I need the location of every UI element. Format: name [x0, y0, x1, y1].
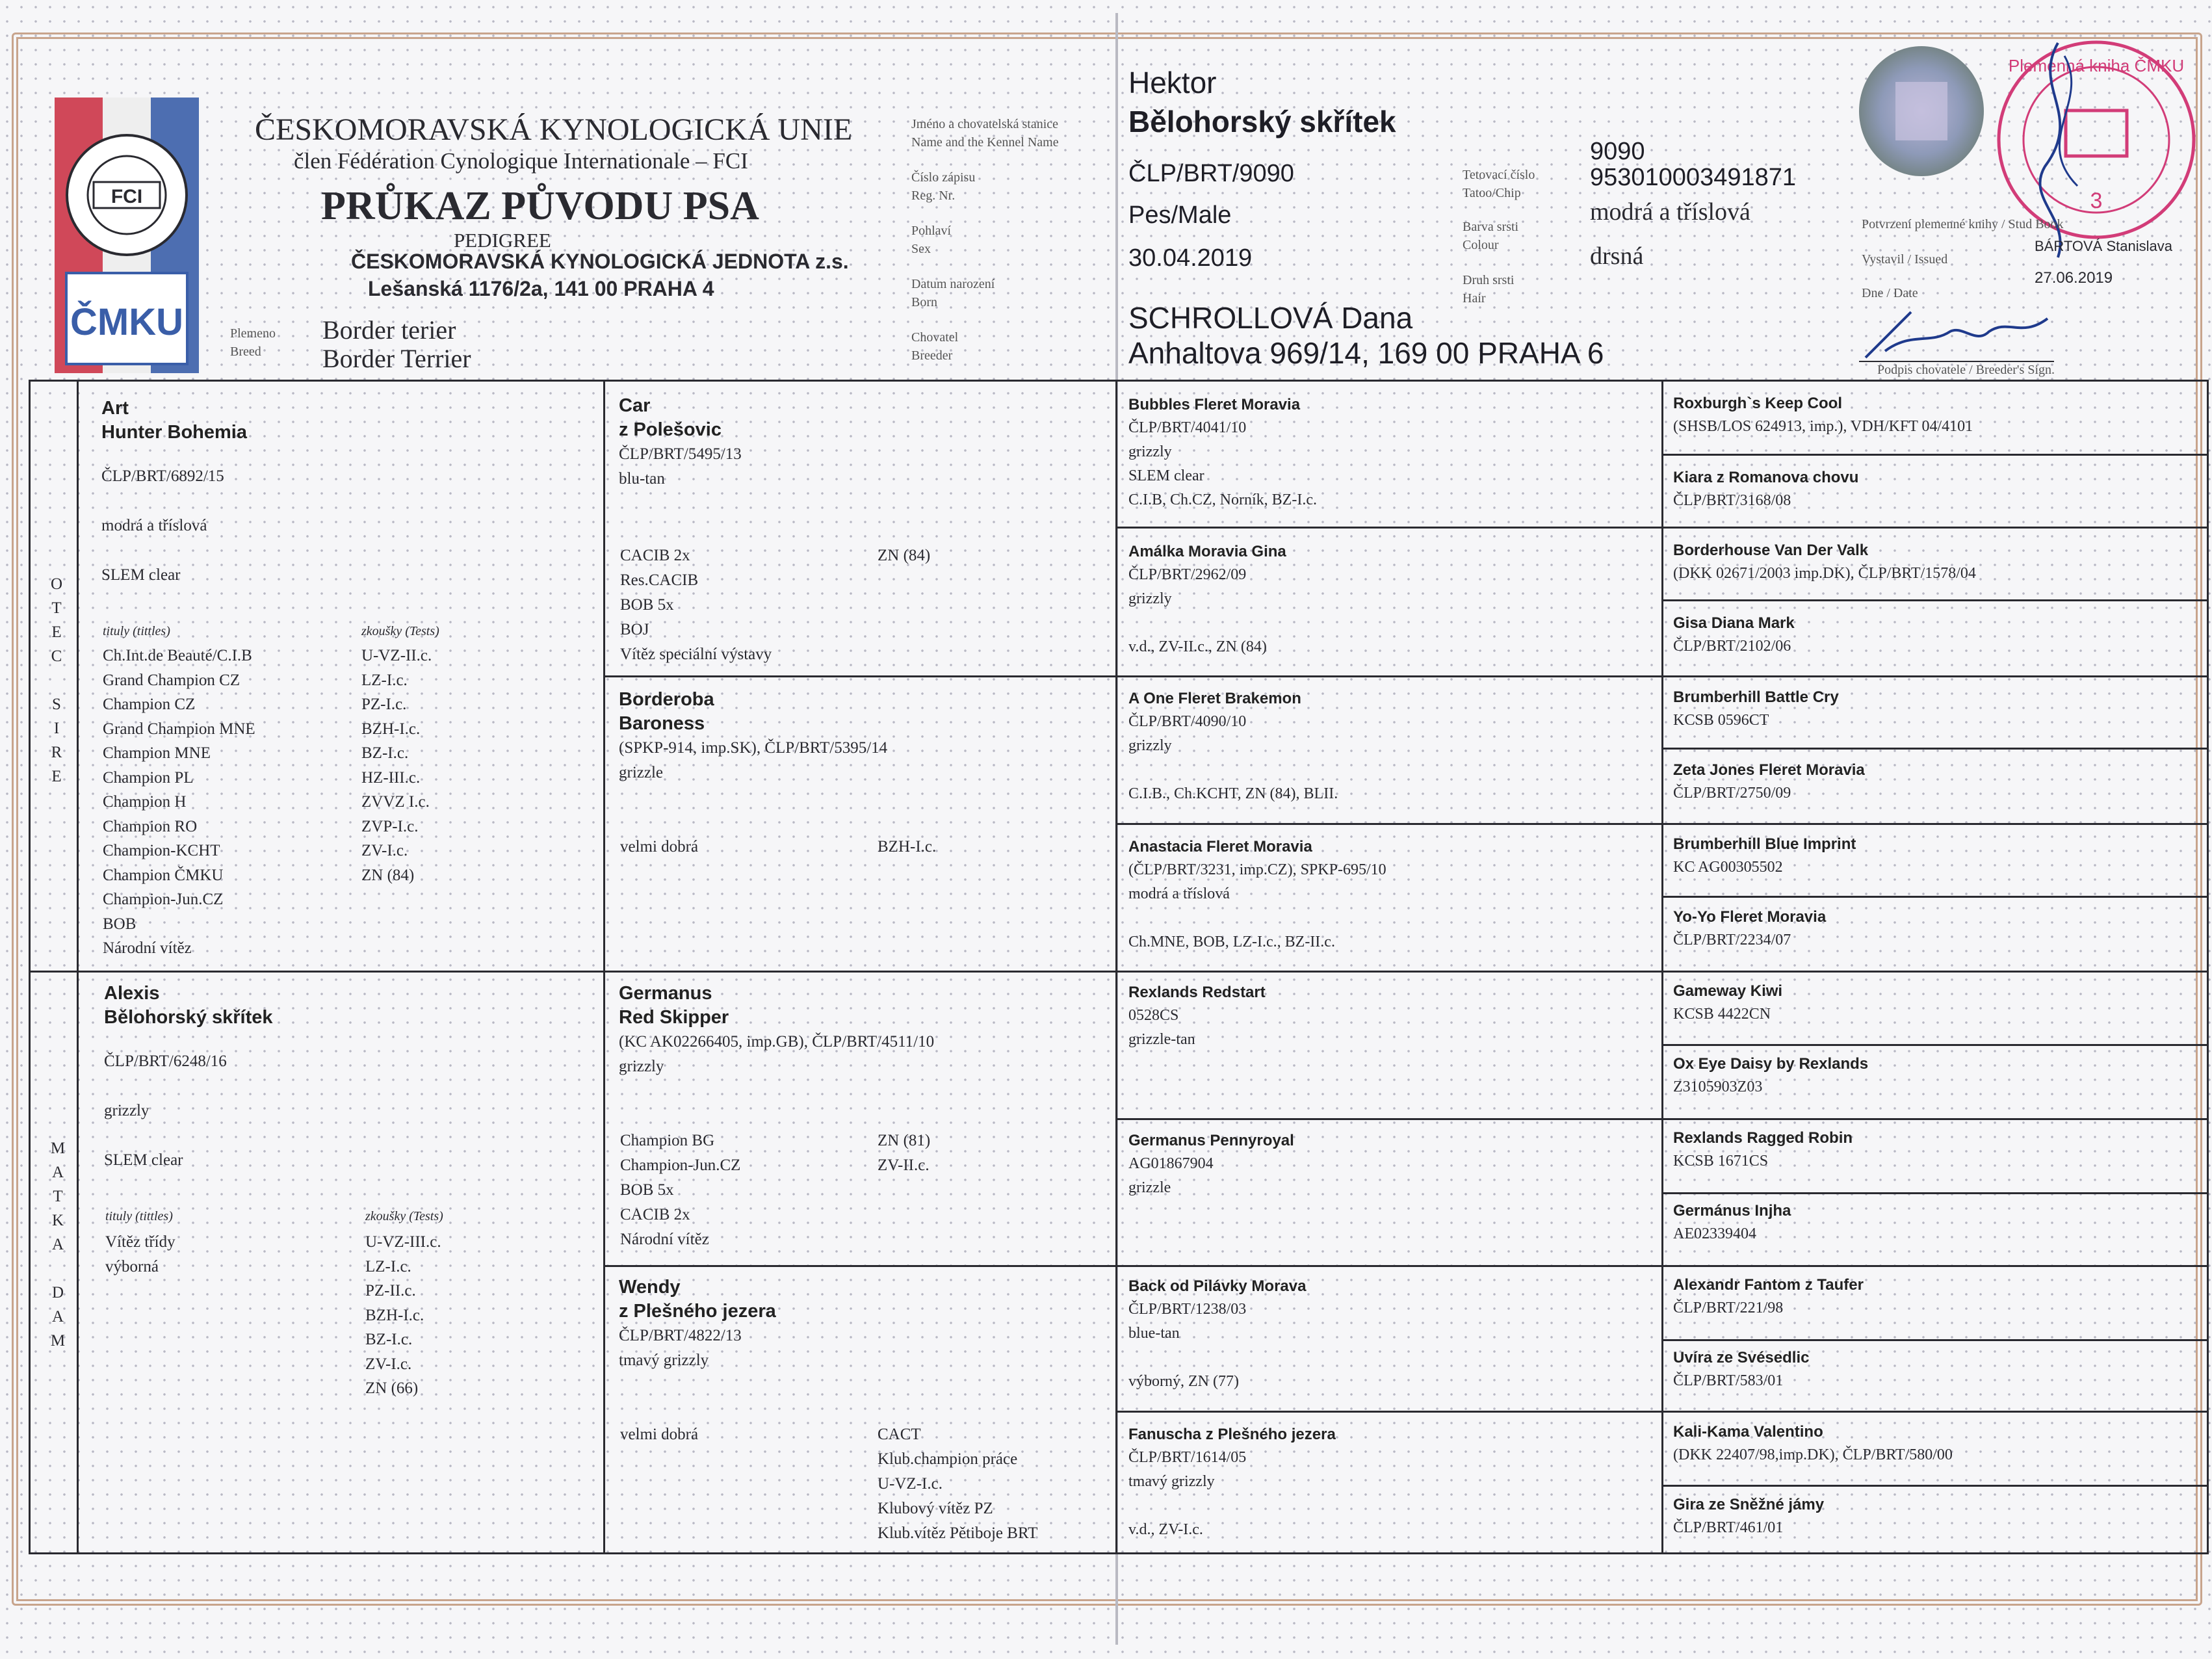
gen2-right-list: [878, 1129, 930, 1178]
hologram-sticker: [1856, 43, 1986, 179]
sire-tests-label: zkoušky (Tests): [361, 624, 439, 638]
gen3-ancestor: [1128, 688, 1338, 806]
side-letter: A: [51, 1164, 64, 1181]
gen3-ancestor: [1128, 1275, 1306, 1394]
ancestor-name: Rexlands Ragged Robin: [1673, 1129, 1853, 1147]
dam-title-item: Vítěz třídy: [105, 1233, 176, 1251]
dog-tattoo: 9090: [1590, 138, 1645, 165]
hair-label: Druh srsti: [1463, 273, 1515, 287]
side-letter: M: [50, 1332, 66, 1350]
gen4-ancestor: [1673, 686, 1839, 733]
ancestor-reg: (SHSB/LOS 624913, imp.), VDH/KFT 04/4101: [1673, 418, 1973, 435]
stamp-number: 3: [2090, 189, 2103, 213]
sire-block: [101, 397, 247, 588]
reg-label-en: Reg. Nr.: [911, 189, 956, 203]
ancestor-detail: blu-tan: [619, 470, 665, 488]
ancestor-name: Gisa Diana Mark: [1673, 614, 1795, 632]
ancestor-detail: [1128, 906, 1386, 930]
gen2-right-list: [878, 543, 930, 568]
gen4-divider-8: [1661, 1485, 2209, 1487]
achievement-item: Res.CACIB: [620, 571, 699, 589]
breeder-name: SCHROLLOVÁ Dana: [1128, 301, 1413, 335]
ancestor-detail: SLEM clear: [1128, 467, 1204, 484]
ancestor-name: Yo-Yo Fleret Moravia: [1673, 908, 1827, 926]
ancestor-reg: (DKK 02671/2003 imp.DK), ČLP/BRT/1578/04: [1673, 565, 1976, 582]
ancestor-name: Borderoba: [619, 689, 714, 710]
ancestor-detail: AG01867904: [1128, 1155, 1214, 1172]
ancestor-reg: ČLP/BRT/2234/07: [1673, 932, 1791, 948]
gen3-divider-4: [1115, 1411, 2209, 1413]
stamp-text: Plemenná kniha ČMKU: [2008, 56, 2185, 75]
side-letter: T: [53, 1188, 63, 1205]
ancestor-detail: grizzly: [619, 1058, 664, 1075]
sire-title-item: Champion MNE: [103, 744, 211, 762]
gen3-divider-1: [1115, 527, 2209, 529]
ancestor-detail: ČLP/BRT/5495/13: [619, 445, 742, 463]
dam-name: Alexis: [104, 983, 160, 1004]
breeder-label: Chovatel: [911, 330, 959, 345]
sex-label: Pohlaví: [911, 224, 952, 238]
gen4-ancestor: [1673, 1494, 1824, 1540]
reg-label: Číslo zápisu: [911, 170, 976, 185]
side-letter: E: [51, 623, 62, 641]
ancestor-detail: blue-tan: [1128, 1325, 1180, 1342]
ancestor-reg: ČLP/BRT/461/01: [1673, 1519, 1784, 1536]
ancestor-reg: ČLP/BRT/3168/08: [1673, 492, 1791, 509]
logo-cmku-text: ČMKU: [70, 301, 183, 343]
side-col-divider: [77, 380, 79, 1554]
gen3-divider-3: [1115, 1118, 2209, 1120]
tattoo-label-en: Tatoo/Chip: [1463, 186, 1521, 200]
ancestor-reg: KC AG00305502: [1673, 859, 1783, 876]
side-letter: E: [51, 768, 62, 785]
ancestor-detail: ČLP/BRT/1614/05: [1128, 1449, 1247, 1466]
breed-label-cz: Plemeno: [230, 326, 276, 341]
ancestor-detail: (SPKP-914, imp.SK), ČLP/BRT/5395/14: [619, 739, 888, 757]
breeder-address: Anhaltova 969/14, 169 00 PRAHA 6: [1128, 336, 1604, 370]
dog-hair: drsná: [1590, 242, 1644, 270]
ancestor-name: Car: [619, 395, 651, 416]
ancestor-name: A One Fleret Brakemon: [1128, 690, 1301, 707]
dog-kennel: Bělohorský skřítek: [1128, 105, 1396, 138]
ancestor-reg: Z3105903Z03: [1673, 1078, 1763, 1095]
breeder-label-en: Breeder: [911, 348, 953, 363]
side-letter: C: [51, 647, 62, 665]
gen4-divider-1: [1661, 454, 2209, 456]
hair-label-en: Hair: [1463, 291, 1486, 306]
exam-item: ZN (81): [878, 1132, 931, 1149]
dog-born: 30.04.2019: [1128, 244, 1253, 272]
dam-test-item: BZH-I.c.: [365, 1306, 424, 1324]
ancestor-detail: v.d., ZV-I.c.: [1128, 1521, 1203, 1538]
sire-test-item: LZ-I.c.: [361, 671, 408, 689]
achievement-item: Národní vítěz: [620, 1231, 709, 1248]
ancestor-name: Germanus: [619, 983, 712, 1004]
gen2-ancestor: [619, 1275, 776, 1373]
achievement-item: Champion-Jun.CZ: [620, 1156, 741, 1174]
sire-test-item: BZH-I.c.: [361, 720, 421, 738]
sire-titles-label: tituly (tittles): [103, 624, 170, 638]
dam-kennel: Bělohorský skřítek: [104, 1007, 273, 1028]
gen4-divider-4: [1661, 896, 2209, 898]
ancestor-reg: KCSB 1671CS: [1673, 1153, 1769, 1169]
ancestor-detail: ČLP/BRT/2962/09: [1128, 566, 1247, 583]
breeder-sign-label: Podpis chovatele / Breeder's Sign.: [1877, 363, 2055, 377]
ancestor-name: Amálka Moravia Gina: [1128, 543, 1286, 560]
ancestor-name: Germánus Injha: [1673, 1202, 1791, 1220]
gen2-left-list: [620, 1129, 740, 1252]
ancestor-detail: 0528CS: [1128, 1007, 1179, 1024]
dog-sex: Pes/Male: [1128, 202, 1232, 229]
gen4-divider-3: [1661, 748, 2209, 750]
sire-title-item: Champion PL: [103, 768, 194, 787]
sire-title-item: Champion CZ: [103, 696, 196, 713]
ancestor-detail: grizzle: [619, 764, 664, 781]
gen2-left-list: [620, 835, 698, 859]
sire-title-item: Grand Champion CZ: [103, 671, 241, 689]
gen4-ancestor: [1673, 540, 1976, 586]
gen4-divider-6: [1661, 1192, 2209, 1194]
sire-tests-list: [361, 644, 432, 887]
ancestor-reg: AE02339404: [1673, 1225, 1756, 1242]
ancestor-detail: tmavý grizzly: [619, 1352, 709, 1369]
ancestor-detail: ČLP/BRT/4090/10: [1128, 713, 1247, 730]
sire-test-item: ZN (84): [361, 866, 415, 884]
org-member: člen Fédération Cynologique Internationale – FCI: [294, 148, 748, 174]
sire-test-item: U-VZ-II.c.: [361, 647, 432, 664]
ancestor-name: Germanus Pennyroyal: [1128, 1132, 1294, 1149]
gen4-ancestor: [1673, 467, 1858, 513]
ancestor-reg: ČLP/BRT/221/98: [1673, 1300, 1784, 1316]
achievement-item: BOB 5x: [620, 1181, 674, 1199]
sire-title-item: Champion RO: [103, 817, 198, 835]
sire-test-item: ZVVZ I.c.: [361, 793, 430, 811]
exam-item: CACT: [878, 1426, 921, 1443]
sire-health: SLEM clear: [101, 566, 181, 584]
ancestor-detail: grizzle-tan: [1128, 1031, 1195, 1048]
ancestor-detail: ČLP/BRT/1238/03: [1128, 1301, 1247, 1318]
gen4-ancestor: [1673, 1347, 1809, 1393]
sire-title-item: Národní vítěz: [103, 939, 192, 957]
ancestor-detail: C.I.B, Ch.CZ, Norník, BZ-I.c.: [1128, 491, 1317, 508]
gen3-ancestor: [1128, 541, 1286, 659]
ancestor-detail: tmavý grizzly: [1128, 1473, 1215, 1490]
dog-chip: 953010003491871: [1590, 164, 1797, 191]
dam-test-item: LZ-I.c.: [365, 1257, 411, 1275]
ancestor-name: Ox Eye Daisy by Rexlands: [1673, 1055, 1869, 1073]
gen4-ancestor: [1673, 759, 1865, 805]
ancestor-detail: grizzly: [1128, 737, 1172, 754]
sire-test-item: ZVP-I.c.: [361, 817, 419, 835]
dam-reg: ČLP/BRT/6248/16: [104, 1052, 227, 1070]
ancestor-name: Bubbles Fleret Moravia: [1128, 396, 1301, 413]
ancestor-name: Wendy: [619, 1277, 681, 1298]
ancestor-name: Back od Pilávky Morava: [1128, 1277, 1307, 1295]
sire-name: Art: [101, 398, 129, 419]
gen2-ancestor: [619, 982, 934, 1079]
exam-item: BZH-I.c.: [878, 838, 937, 856]
name-label: Jméno a chovatelská stanice: [911, 117, 1059, 131]
dam-block: [104, 982, 273, 1173]
ancestor-name: Zeta Jones Fleret Moravia: [1673, 761, 1865, 779]
gen4-ancestor: [1673, 833, 1856, 880]
date-label: Dne / Date: [1862, 286, 1918, 300]
tattoo-label: Tetovací číslo: [1463, 168, 1535, 182]
ancestor-name: Alexandr Fantom z Taufer: [1673, 1276, 1864, 1294]
exam-item: ZN (84): [878, 547, 931, 564]
sire-test-item: PZ-I.c.: [361, 696, 407, 713]
sire-test-item: HZ-III.c.: [361, 768, 421, 787]
ancestor-kennel: Red Skipper: [619, 1007, 729, 1028]
gen4-ancestor: [1673, 612, 1795, 659]
ancestor-detail: ČLP/BRT/4822/13: [619, 1327, 742, 1344]
side-letter: M: [50, 1140, 66, 1157]
cmku-fci-logo: [55, 98, 199, 373]
sex-label-en: Sex: [911, 242, 931, 256]
logo-fci-text: FCI: [111, 186, 143, 207]
ancestor-reg: ČLP/BRT/583/01: [1673, 1372, 1784, 1389]
ancestor-detail: [1128, 758, 1338, 782]
gen4-divider-2: [1661, 599, 2209, 601]
colour-label-en: Colour: [1463, 238, 1499, 252]
gen3-ancestor: [1128, 982, 1266, 1052]
gen3-ancestor: [1128, 1130, 1294, 1200]
side-letter: T: [51, 599, 62, 617]
dam-test-item: U-VZ-III.c.: [365, 1233, 441, 1251]
dam-tests-list: [365, 1230, 441, 1401]
achievement-item: Champion BG: [620, 1132, 715, 1149]
gen3-divider-2: [1115, 823, 2209, 825]
dam-titles-label: tituly (tittles): [105, 1209, 173, 1223]
achievement-item: BOB 5x: [620, 596, 674, 614]
gen2-divider-1: [603, 675, 2209, 677]
gen2-ancestor: [619, 688, 887, 785]
sire-title-item: Ch.Int.de Beauté/C.I.B: [103, 647, 252, 664]
sire-title-item: Champion-KCHT: [103, 842, 220, 859]
colour-label: Barva srsti: [1463, 220, 1519, 234]
side-letter: A: [51, 1308, 64, 1326]
ancestor-detail: Ch.MNE, BOB, LZ-I.c., BZ-II.c.: [1128, 934, 1335, 950]
achievement-item: velmi dobrá: [620, 1426, 699, 1443]
ancestor-name: Borderhouse Van Der Valk: [1673, 542, 1869, 559]
side-letter: O: [50, 575, 63, 593]
sire-title-item: Grand Champion MNE: [103, 720, 255, 738]
gen3-ancestor: [1128, 836, 1386, 954]
ancestor-detail: C.I.B., Ch.KCHT, ZN (84), BLII.: [1128, 785, 1338, 802]
dam-titles-list: [105, 1230, 176, 1279]
gen4-ancestor: [1673, 906, 1826, 952]
org-name: ČESKOMORAVSKÁ KYNOLOGICKÁ UNIE: [255, 112, 853, 147]
exam-item: Klub.champion práce: [878, 1450, 1018, 1468]
sire-kennel: Hunter Bohemia: [101, 422, 247, 443]
side-letter: K: [51, 1212, 64, 1229]
achievement-item: Vítěz speciální výstavy: [620, 646, 772, 663]
dam-health: SLEM clear: [104, 1151, 183, 1169]
ancestor-reg: (DKK 22407/98,imp.DK), ČLP/BRT/580/00: [1673, 1446, 1953, 1463]
ancestor-name: Gameway Kiwi: [1673, 982, 1783, 1000]
sire-title-item: BOB: [103, 915, 137, 933]
achievement-item: CACIB 2x: [620, 1206, 690, 1223]
sire-dam-divider: [29, 971, 2209, 973]
ancestor-kennel: Baroness: [619, 713, 705, 734]
exam-item: Klubový vítěz PZ: [878, 1500, 993, 1517]
issued-label: Vystavil / Issued: [1862, 252, 1948, 267]
ancestor-name: Gira ze Sněžné jámy: [1673, 1496, 1825, 1513]
ancestor-reg: ČLP/BRT/2102/06: [1673, 638, 1791, 655]
ancestor-detail: (KC AK02266405, imp.GB), ČLP/BRT/4511/10: [619, 1033, 935, 1051]
issuer-address: Lešanská 1176/2a, 141 00 PRAHA 4: [368, 277, 714, 300]
dam-test-item: ZN (66): [365, 1379, 419, 1397]
dam-tests-label: zkoušky (Tests): [365, 1209, 443, 1223]
dam-test-item: ZV-I.c.: [365, 1355, 412, 1373]
ancestor-name: Fanuscha z Plešného jezera: [1128, 1426, 1336, 1443]
studbook-confirm-label: Potvrzení plemenné knihy / Stud Book: [1862, 217, 2064, 231]
ancestor-kennel: z Polešovic: [619, 419, 722, 440]
dam-title-item: výborná: [105, 1257, 159, 1275]
born-label-en: Born: [911, 295, 937, 309]
gen2-right-list: [878, 835, 936, 859]
ancestor-name: Kali-Kama Valentino: [1673, 1423, 1823, 1441]
sire-titles-list: [103, 644, 255, 961]
ancestor-name: Uvíra ze Svésedlic: [1673, 1349, 1810, 1366]
ancestor-detail: modrá a tříslová: [1128, 885, 1230, 902]
ancestor-reg: KCSB 4422CN: [1673, 1006, 1771, 1023]
ancestor-name: Roxburgh`s Keep Cool: [1673, 395, 1843, 412]
dam-colour: grizzly: [104, 1102, 150, 1119]
ancestor-detail: výborný, ZN (77): [1128, 1373, 1239, 1390]
ancestor-detail: grizzle: [1128, 1179, 1171, 1196]
ancestor-kennel: z Plešného jezera: [619, 1301, 776, 1322]
side-letter: S: [52, 696, 61, 713]
gen3-ancestor: [1128, 394, 1317, 512]
side-letter: [47, 668, 66, 692]
dog-reg-nr: ČLP/BRT/9090: [1128, 160, 1294, 187]
gen2-left-list: [620, 1422, 698, 1447]
sire-title-item: Champion ČMKU: [103, 866, 224, 884]
sire-reg: ČLP/BRT/6892/15: [101, 467, 224, 485]
gen3-ancestor: [1128, 1424, 1336, 1542]
gen1-divider: [603, 380, 605, 1554]
name-label-en: Name and the Kennel Name: [911, 135, 1059, 150]
sire-title-item: Champion H: [103, 793, 187, 811]
gen2-left-list: [620, 543, 772, 667]
dam-test-item: BZ-I.c.: [365, 1331, 413, 1348]
breed-label-en: Breed: [230, 345, 261, 359]
breeder-signature: [1859, 306, 2054, 364]
ancestor-detail: grizzly: [1128, 443, 1172, 460]
gen4-ancestor: [1673, 1053, 1868, 1099]
gen4-ancestor: [1673, 1200, 1791, 1246]
born-label: Datum narození: [911, 277, 995, 291]
issuer-name: ČESKOMORAVSKÁ KYNOLOGICKÁ JEDNOTA z.s.: [351, 250, 849, 273]
side-letter: A: [51, 1236, 64, 1253]
gen4-ancestor: [1673, 393, 1973, 439]
gen2-divider-2: [603, 1265, 2209, 1267]
gen4-ancestor: [1673, 980, 1782, 1026]
ancestor-name: Anastacia Fleret Moravia: [1128, 838, 1312, 856]
side-label-sire: [47, 572, 66, 789]
sire-title-item: Champion-Jun.CZ: [103, 891, 224, 908]
achievement-item: CACIB 2x: [620, 547, 690, 564]
doc-subtitle: PEDIGREE: [454, 229, 551, 252]
issued-by: BÁRTOVÁ Stanislava: [2035, 238, 2172, 254]
sire-test-item: ZV-I.c.: [361, 842, 408, 859]
exam-item: U-VZ-I.c.: [878, 1475, 943, 1493]
side-label-dam: [48, 1136, 68, 1353]
sire-test-item: BZ-I.c.: [361, 744, 409, 762]
gen2-right-list: [878, 1422, 1037, 1546]
studbook-date: 27.06.2019: [2035, 269, 2113, 287]
ancestor-reg: ČLP/BRT/2750/09: [1673, 785, 1791, 802]
achievement-item: BOJ: [620, 621, 649, 638]
side-letter: [48, 1257, 68, 1281]
ancestor-name: Rexlands Redstart: [1128, 984, 1266, 1001]
gen4-ancestor: [1673, 1274, 1864, 1320]
side-letter: D: [51, 1284, 64, 1301]
gen4-ancestor: [1673, 1127, 1853, 1173]
dog-colour: modrá a tříslová: [1590, 198, 1750, 226]
dam-test-item: PZ-II.c.: [365, 1282, 416, 1300]
ancestor-detail: (ČLP/BRT/3231, imp.CZ), SPKP-695/10: [1128, 861, 1386, 878]
gen4-divider-5: [1661, 1044, 2209, 1046]
breed-en: Border Terrier: [322, 344, 471, 373]
ancestor-detail: grizzly: [1128, 590, 1172, 607]
side-letter: R: [51, 744, 62, 761]
exam-item: Klub.vítěz Pětiboje BRT: [878, 1524, 1038, 1542]
ancestor-detail: [1128, 1494, 1336, 1518]
ancestor-name: Brumberhill Battle Cry: [1673, 688, 1839, 706]
ancestor-name: Brumberhill Blue Imprint: [1673, 835, 1856, 853]
breed-cz: Border terier: [322, 315, 456, 345]
ancestor-detail: v.d., ZV-II.c., ZN (84): [1128, 638, 1267, 655]
sire-colour: modrá a tříslová: [101, 517, 207, 534]
exam-item: ZV-II.c.: [878, 1156, 930, 1174]
achievement-item: velmi dobrá: [620, 838, 699, 856]
gen4-ancestor: [1673, 1421, 1953, 1467]
ancestor-reg: KCSB 0596CT: [1673, 712, 1769, 729]
doc-title: PRŮKAZ PŮVODU PSA: [321, 184, 759, 228]
ancestor-detail: [1128, 611, 1286, 635]
ancestor-detail: ČLP/BRT/4041/10: [1128, 419, 1247, 436]
gen2-ancestor: [619, 394, 742, 491]
gen4-divider-7: [1661, 1339, 2209, 1341]
dog-name: Hektor: [1128, 66, 1217, 99]
ancestor-detail: [1128, 1346, 1306, 1370]
gen2-divider: [1115, 380, 1117, 1554]
gen3-divider: [1661, 380, 1663, 1554]
ancestor-name: Kiara z Romanova chovu: [1673, 469, 1859, 486]
side-letter: I: [53, 720, 60, 737]
